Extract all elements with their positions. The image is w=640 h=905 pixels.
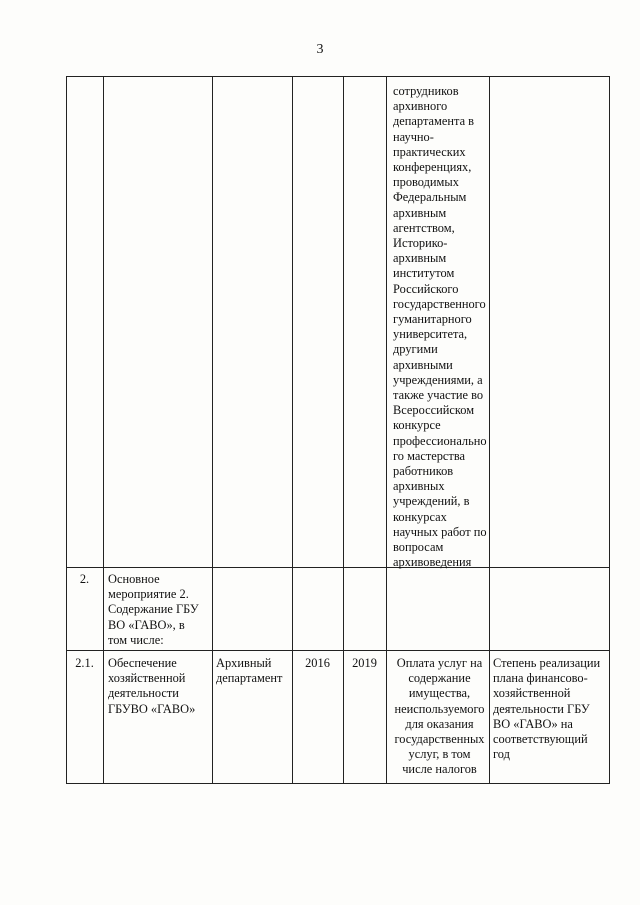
table-rule bbox=[609, 76, 610, 784]
table-rule bbox=[66, 783, 610, 784]
cell-executor: Архивный департамент bbox=[216, 656, 283, 686]
table-rule bbox=[66, 650, 610, 651]
table-rule bbox=[489, 76, 490, 784]
page-number: 3 bbox=[316, 42, 324, 57]
table-rule bbox=[386, 76, 387, 784]
cell-num: 2. bbox=[79, 572, 90, 586]
table-rule bbox=[292, 76, 293, 784]
cell-result: Степень реализации плана финансово- хозяйственной деятельности ГБУ ВО «ГАВО» на соответствующий год bbox=[493, 656, 601, 762]
cell-start-year: 2016 bbox=[305, 656, 330, 670]
table-rule bbox=[66, 76, 67, 784]
table-rule bbox=[103, 76, 104, 784]
cell-end-year: 2019 bbox=[352, 656, 377, 670]
cell-name: Обеспечение хозяйственной деятельности ГБУВО «ГАВО» bbox=[108, 656, 196, 716]
table-rule bbox=[343, 76, 344, 784]
cell-content: Оплата услуг на содержание имущества, неиспользуемого для оказания государственных услуг, в том числе налогов bbox=[394, 656, 485, 777]
table-rule bbox=[66, 76, 610, 77]
table-rule bbox=[66, 567, 610, 568]
cell-content: сотрудников архивного департамента в научно- практических конференциях, проводимых Федеральным архивным агентством, Историко- архивным институтом Российского государственного гуманитарного университета, другими архивными учреждениями, а также участие во Всероссийском конкурсе профессионально го мастерства работников архивных учреждений, в конкурсах научных работ по вопросам архивоведения bbox=[393, 84, 487, 570]
cell-name: Основное мероприятие 2. Содержание ГБУ ВО «ГАВО», в том числе: bbox=[108, 572, 199, 647]
table-rule bbox=[212, 76, 213, 784]
cell-num: 2.1. bbox=[75, 656, 94, 670]
